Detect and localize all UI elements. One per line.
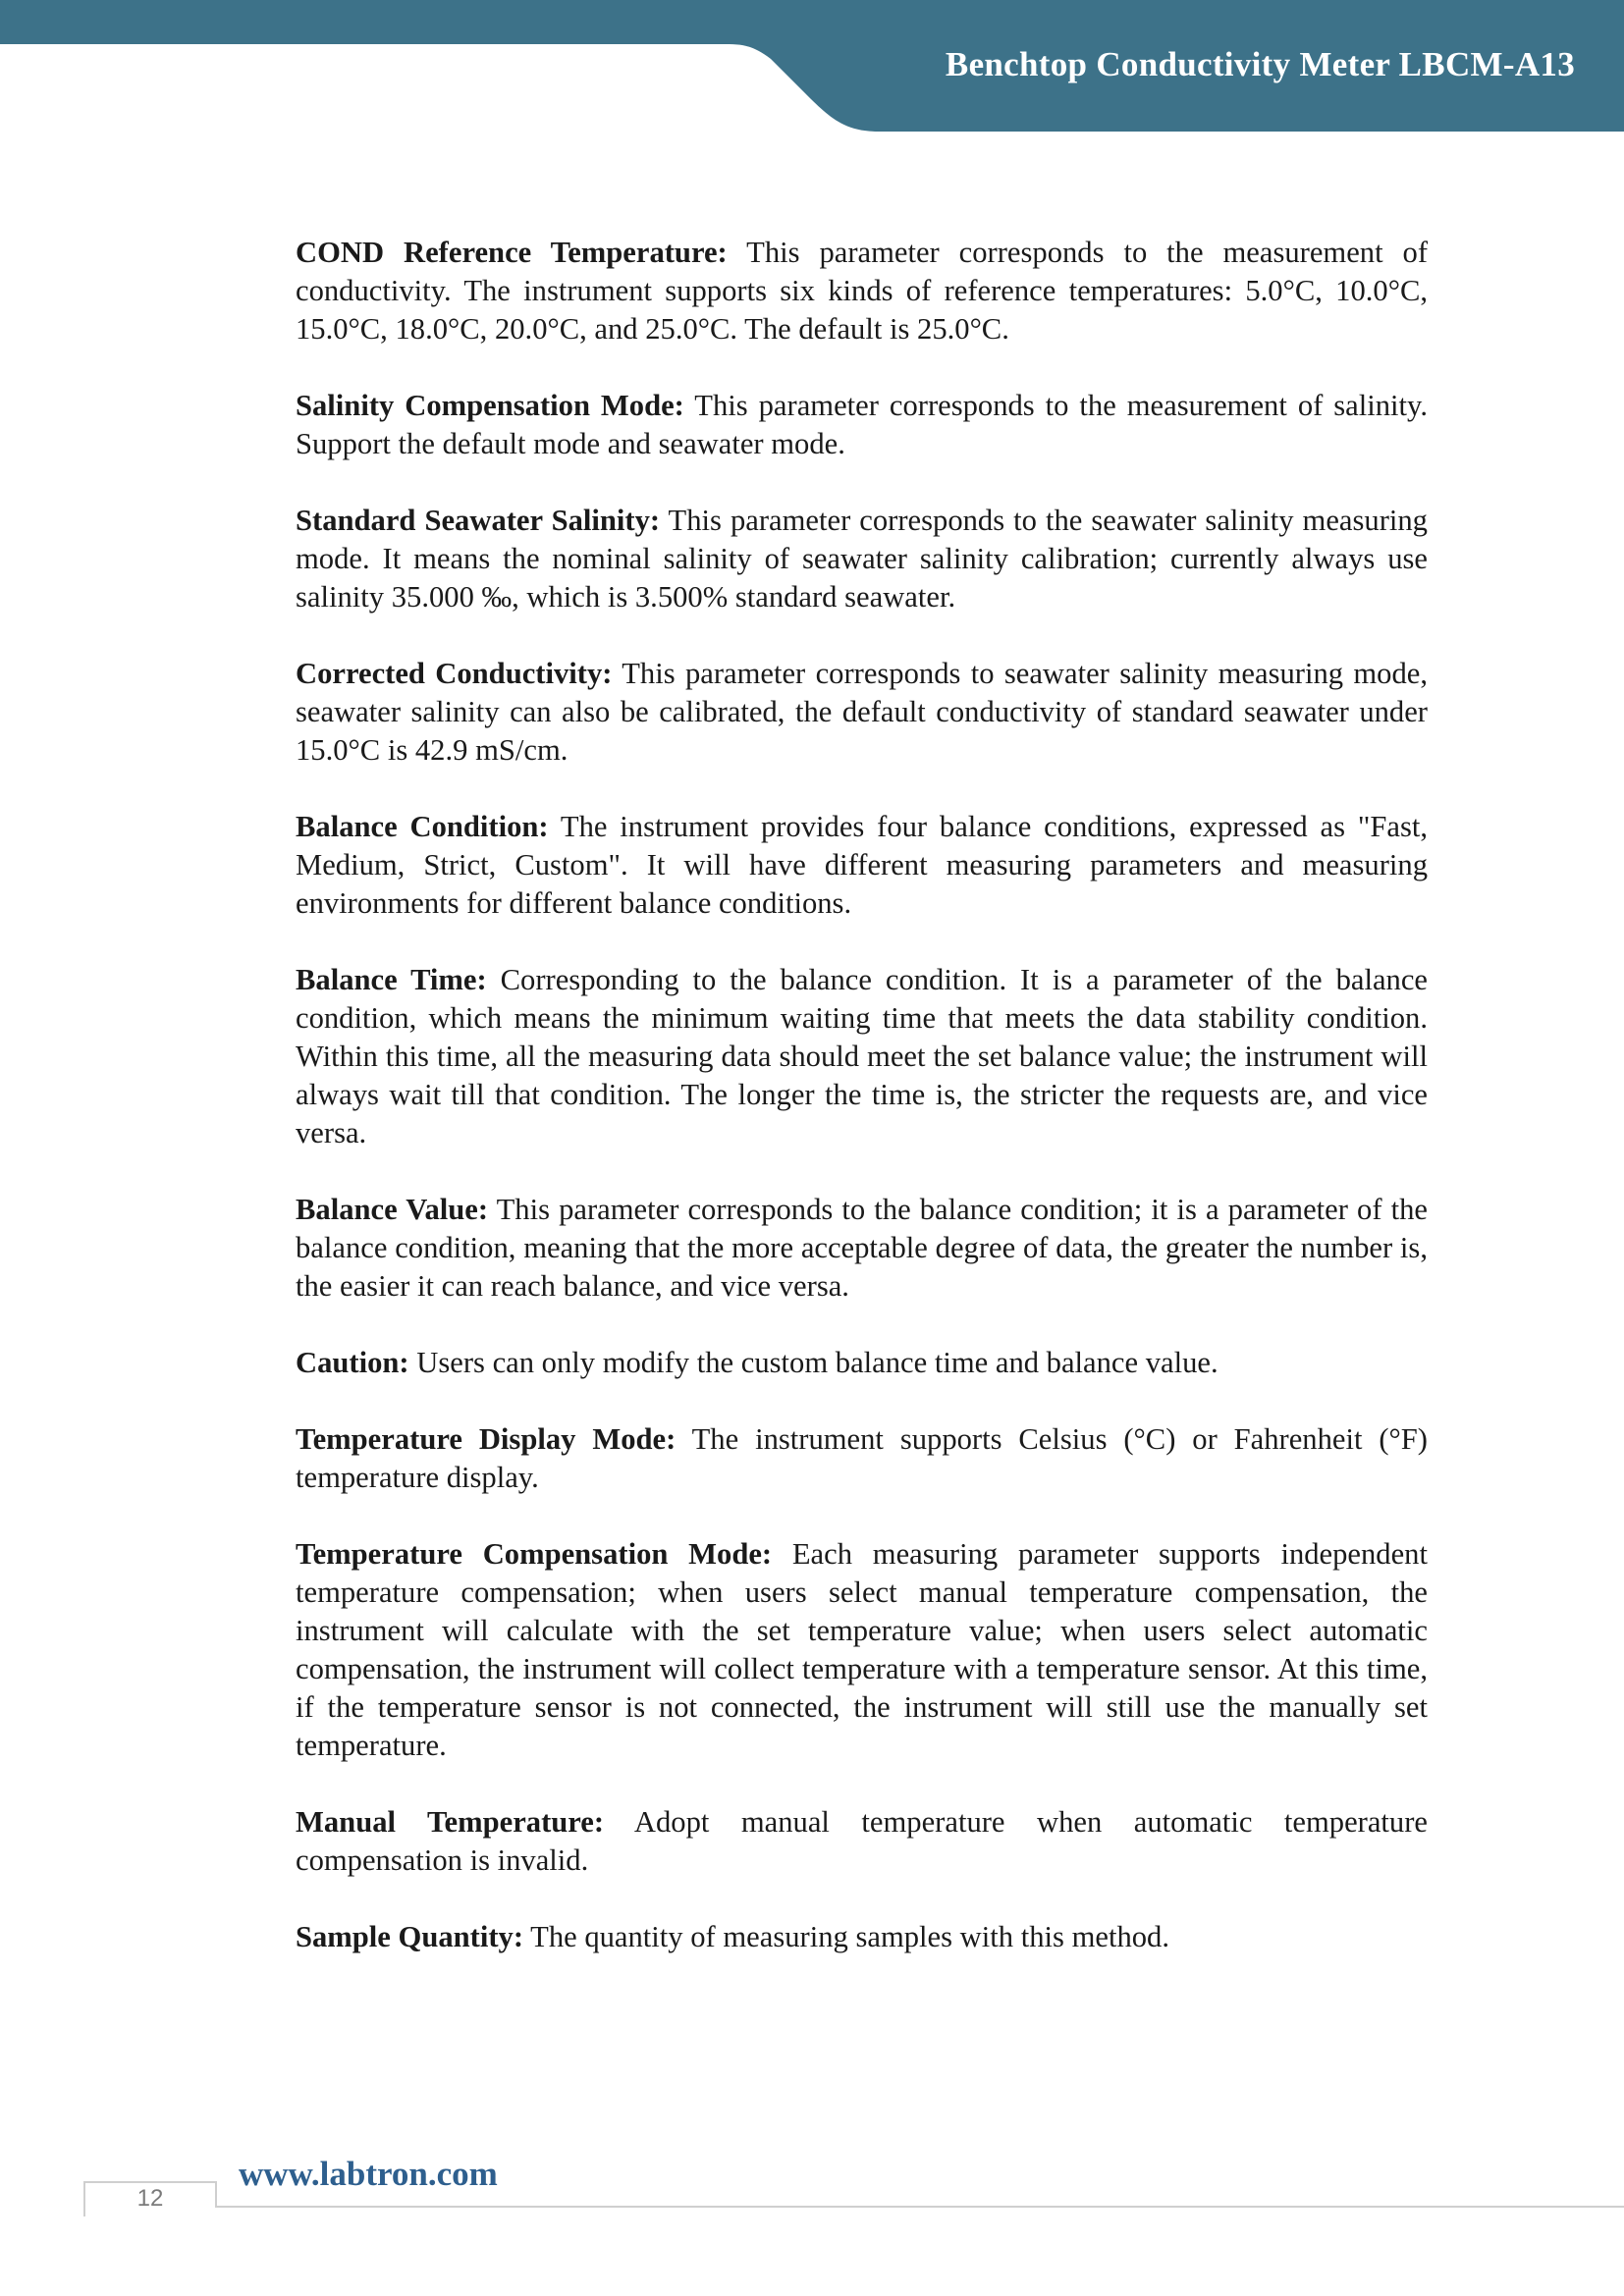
paragraph-sample-quantity: [296, 1918, 1428, 1956]
paragraph-temperature-compensation-mode: [296, 1535, 1428, 1765]
term: Temperature Compensation Mode:: [296, 1537, 773, 1571]
description: This parameter corresponds to the measurement of conductivity. The instrument supports six kinds of reference temperatures: 5.0°C, 10.0°C, 15.0°C, 18.0°C, 20.0°C, and 25.0°C. The default is 25.0°C.: [296, 236, 1429, 346]
paragraph-corrected-conductivity: [296, 655, 1428, 770]
description: Adopt manual temperature when automatic temperature compensation is invalid.: [296, 1805, 1428, 1877]
description: This parameter corresponds to seawater salinity measuring mode, seawater salinity can also be calibrated, the default conductivity of standard seawater under 15.0°C is 42.9 mS/cm.: [296, 657, 1429, 767]
paragraph-salinity-compensation-mode: [296, 387, 1428, 463]
paragraph-balance-condition: [296, 808, 1428, 923]
term: COND Reference Temperature:: [296, 236, 728, 269]
term: Balance Value:: [296, 1193, 489, 1226]
description: The quantity of measuring samples with this method.: [523, 1920, 1169, 1953]
term: Temperature Display Mode:: [296, 1422, 677, 1456]
description: Users can only modify the custom balance time and balance value.: [408, 1346, 1218, 1379]
term: Standard Seawater Salinity:: [296, 504, 661, 537]
website-link[interactable]: www.labtron.com: [239, 2155, 498, 2193]
description: This parameter corresponds to the balance condition; it is a parameter of the balance condition, meaning that the more acceptable degree of data, the greater the number is, the easier it can reach balance, and vice versa.: [296, 1193, 1428, 1303]
term: Sample Quantity:: [296, 1920, 524, 1953]
term: Balance Condition:: [296, 810, 549, 843]
document-body: [296, 234, 1428, 1995]
paragraph-manual-temperature: [296, 1803, 1428, 1880]
description: The instrument supports Celsius (°C) or Fahrenheit (°F) temperature display.: [296, 1422, 1428, 1494]
page-number: 12: [136, 2185, 164, 2212]
description: This parameter corresponds to the measurement of salinity. Support the default mode and seawater mode.: [296, 389, 1428, 460]
term: Balance Time:: [296, 963, 487, 996]
paragraph-balance-time: [296, 961, 1428, 1152]
description: Each measuring parameter supports independent temperature compensation; when users select manual temperature compensation, the instrument will calculate with the set temperature value; when users select automatic compensation, the instrument will collect temperature with a temperature sensor. At this time, if the temperature sensor is not connected, the instrument will still use the manually set temperature.: [296, 1537, 1428, 1762]
term: Manual Temperature:: [296, 1805, 605, 1839]
description: Corresponding to the balance condition. It is a parameter of the balance condition, which means the minimum waiting time that meets the data stability condition. Within this time, all the measuring data should meet the set balance value; the instrument will always wait till that condition. The longer the time is, the stricter the requests are, and vice versa.: [296, 963, 1428, 1149]
paragraph-cond-reference-temperature: [296, 234, 1428, 348]
term: Salinity Compensation Mode:: [296, 389, 684, 422]
term: Caution:: [296, 1346, 409, 1379]
description: The instrument provides four balance conditions, expressed as "Fast, Medium, Strict, Custom". It will have different measuring parameters and measuring environments for different balance conditions.: [296, 810, 1428, 920]
document-title: Benchtop Conductivity Meter LBCM-A13: [945, 45, 1575, 83]
paragraph-temperature-display-mode: [296, 1420, 1428, 1497]
paragraph-caution: [296, 1344, 1428, 1382]
description: This parameter corresponds to the seawater salinity measuring mode. It means the nominal salinity of seawater salinity calibration; currently always use salinity 35.000 ‰, which is 3.500% standard seawater.: [296, 504, 1428, 614]
paragraph-balance-value: [296, 1191, 1428, 1306]
term: Corrected Conductivity:: [296, 657, 613, 690]
paragraph-standard-seawater-salinity: [296, 502, 1428, 616]
